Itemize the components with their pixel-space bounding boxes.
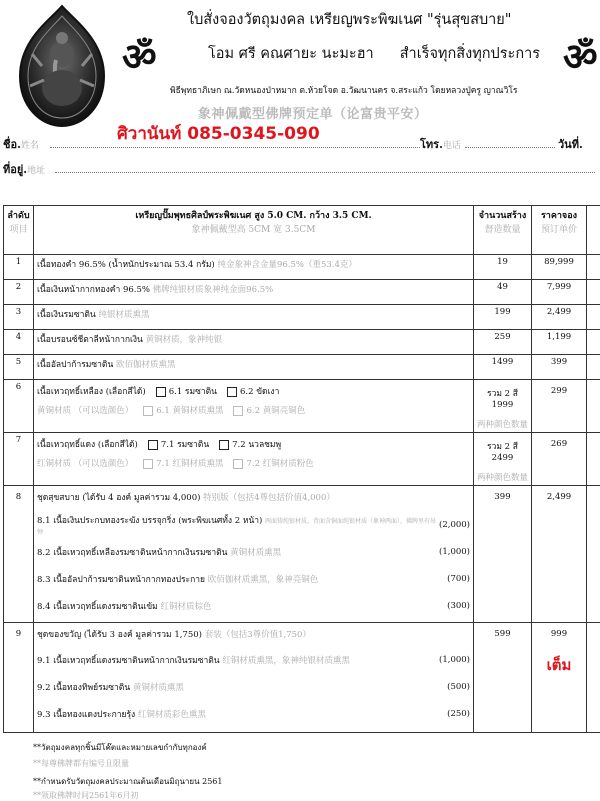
om-symbol-left: ॐ — [122, 30, 157, 82]
table-row: 2 เนื้อเงินหน้ากากทองคำ 96.5% 佛牌纯银材质象神纯金面96.5% 49 7,999 — [4, 280, 600, 305]
mantra-left: โอม ศรี คณศายะ นะมะฮา — [208, 46, 374, 62]
address-field[interactable] — [55, 172, 595, 173]
sold-out-mark: เต็ม — [535, 653, 583, 677]
item-name: เนื้อเงินหน้ากากทองคำ 96.5% — [37, 285, 150, 295]
order-table — [3, 205, 600, 733]
col-item-header: เหรียญปั๊มพุทธศิลป์พระพิฆเนศ สูง 5.0 CM. กว้าง 3.5 CM. 象神佩戴型高 5CM 宽 3.5CM — [34, 206, 474, 255]
item-name: เนื้อเงินรมซาติน — [37, 310, 96, 320]
mantra-line — [208, 42, 540, 65]
order-form-title: ใบสั่งจองวัตถุมงคล เหรียญพระพิฆเนศ "รุ่นสุขสบาย" — [187, 8, 511, 31]
om-symbol-right: ॐ — [563, 30, 598, 82]
chinese-title: 象神佩戴型佛牌预定单（论富贵平安） — [198, 103, 428, 122]
name-field[interactable] — [50, 147, 420, 148]
table-header — [4, 206, 600, 255]
option-6-2-checkbox[interactable] — [227, 387, 237, 397]
table-row: 9 ชุดของขวัญ (ได้รับ 3 องค์ มูลค่ารวม 1,750) 套装（包括3尊价值1,750） 9.1 เนื้อเหวฤทธิ์แดงรมซาตินหน้ากากเงินรมซาติน 红铜材质熏黑，象神纯银材质熏黑 (1,000) 9.2 เนื้อทองทิพย์รมซาติน 黄铜材质熏黑 (500) 9.3 เนื้อทองแดงประกายรุ้ง 红铜材质彩色熏黑 (250) 599 999 เต็ม — [4, 623, 600, 733]
table-row: 7 เนื้อเหวฤทธิ์แดง (เลือกสีได้) 7.1 รมซาติน 7.2 นวลชมพู 红铜材质 （可以选颜色） 7.1 红铜材质熏黑 7.2 红铜材质粉色 รวม 2 สี 2499 两种颜色数量 269 — [4, 433, 600, 486]
ceremony-line: พิธีพุทธาภิเษก ณ.วัดหนองป่าหมาก ต.ห้วยโจด อ.วัฒนานคร จ.สระแก้ว โดยหลวงปู่ครู ญาณวิโร — [170, 83, 517, 97]
tel-field[interactable] — [465, 147, 555, 148]
table-row: 1 เนื้อทองคำ 96.5% (น้ำหนักประมาณ 53.4 กรัม) 纯金象神含金量96.5%（重53.4克） 19 89,999 — [4, 255, 600, 280]
option-7-1-checkbox[interactable] — [148, 440, 158, 450]
mantra-right: สำเร็จทุกสิ่งทุกประการ — [400, 46, 540, 62]
tel-label: โทร.电话 — [420, 135, 461, 153]
footer-note-cn: **每尊佛牌都有编号且限量 — [33, 758, 129, 769]
item-name: เนื้อบรอนซ์ชีตาลีหน้ากากเงิน — [37, 335, 143, 345]
table-row: 6 เนื้อเหวฤทธิ์เหลือง (เลือกสีได้) 6.1 รมซาติน 6.2 ขัดเงา 黄铜材质 （可以选颜色） 6.1 黄铜材质熏黑 6.2 黄铜亮铜色 รวม 2 สี 1999 两种颜色数量 299 — [4, 380, 600, 433]
date-label: วันที่. — [558, 135, 583, 153]
footer-note: **กำหนดรับวัตถุมงคลประมาณต้นเดือนมิถุนายน 2561 — [33, 775, 222, 788]
table-row: 5 เนื้ออัลปาก้ารมซาติน 欧佰伽材质熏黑 1499 399 — [4, 355, 600, 380]
footer-note-cn: **领取佛牌时间2561年6月初 — [33, 790, 138, 801]
footer-note: **วัตถุมงคลทุกชิ้นมีโค๊ตและหมายเลขกำกับทุกองค์ — [33, 741, 207, 754]
col-price-header: ราคาจอง 预订单价 — [532, 206, 587, 255]
table-row: 8 ชุดสุขสบาย (ได้รับ 4 องค์ มูลค่ารวม 4,000) 特别版（包括4尊包括价值4,000） 8.1 เนื้อเงินประกบทองระฆัง บรรจุกริ่ง (พระพิฆเนศทั้ง 2 หน้า) 两面铸纯银材质，背面含铜面纯银材质（象神两面），佛牌里有吊钟 (2,000) 8.2 เนื้อเหวฤทธิ์เหลืองรมซาตินหน้ากากเงินรมซาติน 黄铜材质熏黑 (1,000) 8.3 เนื้ออัลปาก้ารมซาตินหน้ากากทองประกาย 欧佰伽材质熏黑，象神亮铜色 (700) 8.4 เนื้อเหวฤทธิ์แดงรมซาตินเข้ม 红铜材质棕色 (300) 399 2,499 — [4, 486, 600, 623]
option-6-1-checkbox[interactable] — [156, 387, 166, 397]
address-label: ที่อยู่.地址 — [3, 160, 45, 178]
ganesha-medal-image — [12, 2, 112, 132]
col-qty-header: จำนวนสร้าง 督造数量 — [474, 206, 532, 255]
item-name: เนื้อทองคำ 96.5% (น้ำหนักประมาณ 53.4 กรัม) — [37, 260, 215, 270]
option-7-2-checkbox[interactable] — [219, 440, 229, 450]
col-number-header: ลำดับ 项目 — [4, 206, 34, 255]
header — [0, 0, 600, 185]
table-row: 3 เนื้อเงินรมซาติน 纯银材质熏黑 199 2,499 — [4, 305, 600, 330]
contact-handwritten: ศิวานันท์ 085-0345-090 — [117, 120, 320, 147]
name-label: ชื่อ.姓名 — [3, 135, 39, 153]
table-row: 4 เนื้อบรอนซ์ชีตาลีหน้ากากเงิน 黄铜材质，象神纯银 259 1,199 — [4, 330, 600, 355]
item-name: เนื้ออัลปาก้ารมซาติน — [37, 360, 113, 370]
